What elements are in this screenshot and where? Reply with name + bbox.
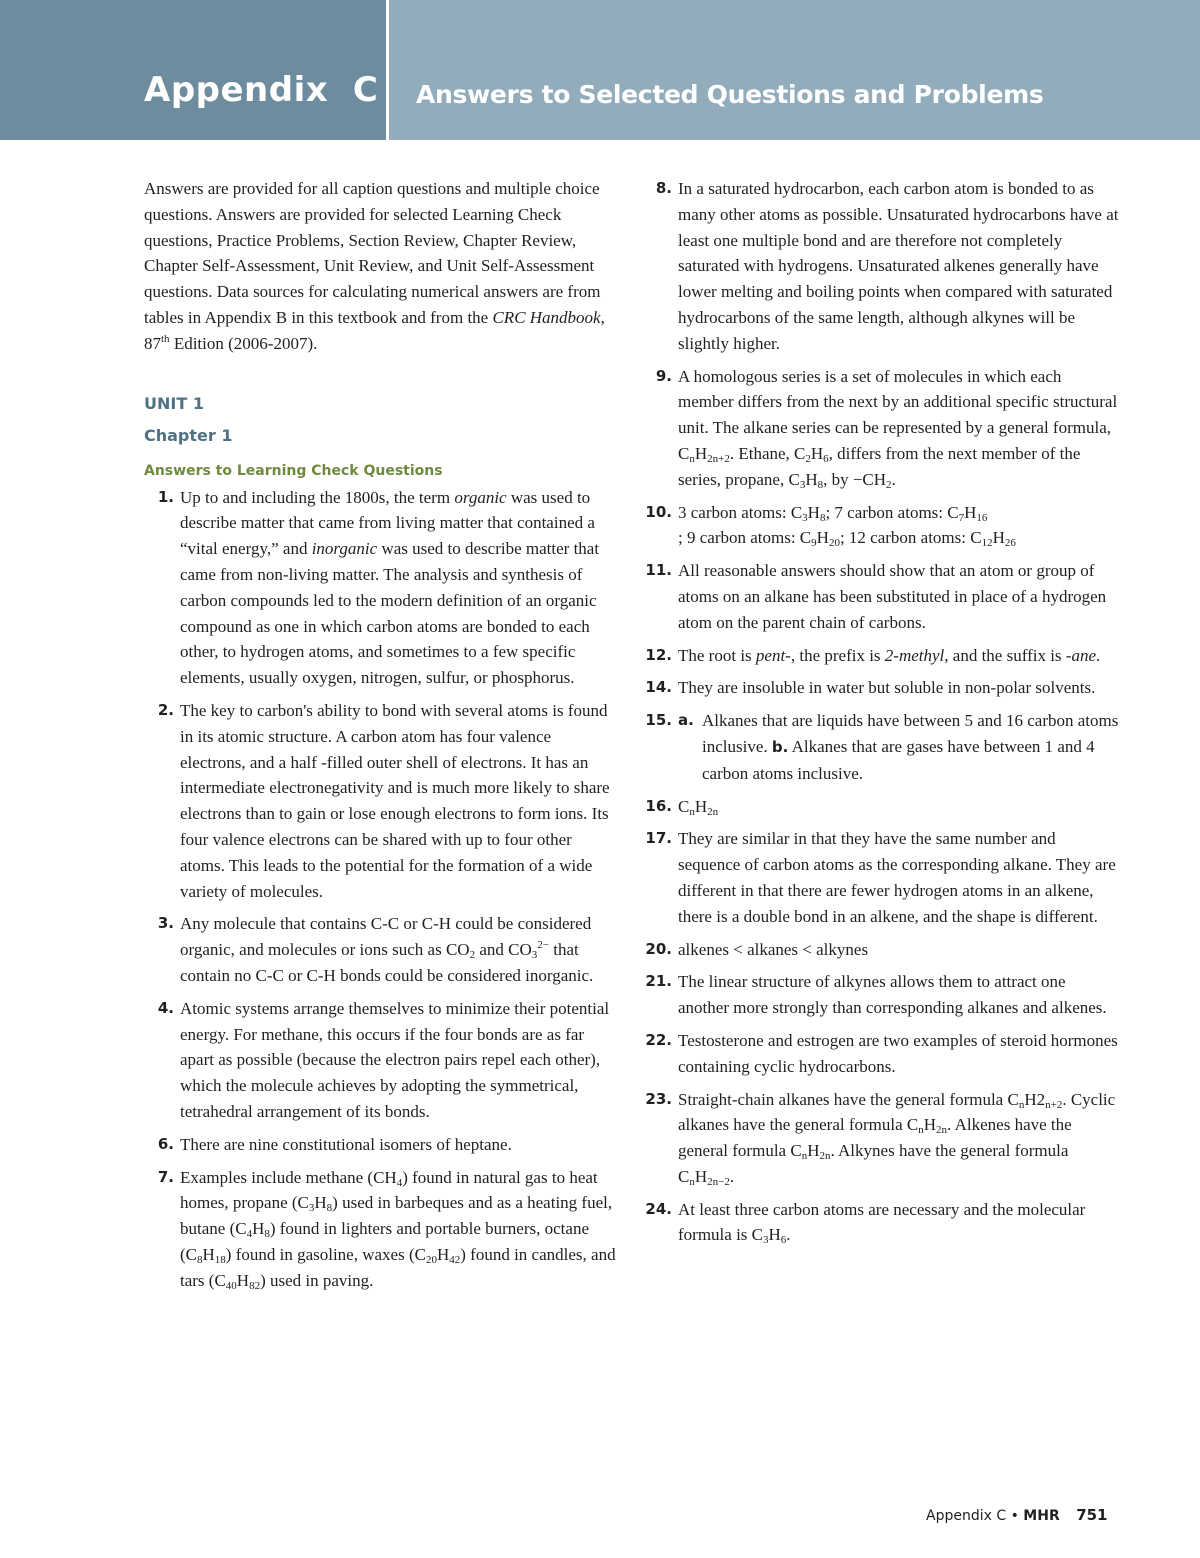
left-column: [144, 176, 618, 1300]
part-a-label: a.: [678, 711, 694, 730]
answer-15: 15. a. Alkanes that are liquids have between 5 and 16 carbon atoms inclusive. b. Alkanes that are gases have between 1 and 4 carbon atoms inclusive.: [642, 708, 1120, 786]
answer-number: 8.: [655, 179, 672, 197]
unit-heading: UNIT 1: [144, 393, 204, 413]
answer-number: 23.: [645, 1089, 672, 1108]
answer-20: 20. alkenes < alkanes < alkynes: [642, 937, 1120, 963]
answer-9: 9. A homologous series is a set of molecules in which each member differs from the next by an additional specific structural unit. The alkane series can be represented by a general formula, $C_nH_{2n+2}$. Ethane, $C_2H_6$, differs from the next member of the series, propane, $C_3H_8$, by $-CH_2$.: [642, 364, 1120, 493]
answer-number: 17.: [645, 829, 672, 848]
chapter-banner: [0, 0, 1200, 140]
answer-14: 14. They are insoluble in water but soluble in non-polar solvents.: [642, 675, 1120, 701]
answer-number: 10.: [645, 502, 672, 521]
answer-number: 20.: [645, 939, 672, 958]
section-heading: Answers to Learning Check Questions: [144, 462, 443, 479]
footer-label: Appendix C: [926, 1508, 1007, 1524]
answer-10: 10. 3 carbon atoms: $C_3H_8$; 7 carbon atoms: $C_7H_{16}$ ; 9 carbon atoms: $C_9H_{20}$; 12 carbon atoms: $C_{12}H_{26}$: [642, 500, 1120, 552]
answer-number: 2.: [157, 700, 174, 719]
footer-bullet: •: [1010, 1508, 1019, 1524]
answer-6: 6. There are nine constitutional isomers of heptane.: [144, 1132, 618, 1158]
page-number: 751: [1076, 1506, 1108, 1524]
answer-23: 23. Straight-chain alkanes have the general formula $C_nH2_{n+2}$. Cyclic alkanes have the general formula $C_nH_{2n}$. Alkenes have the general formula $C_nH_{2n}$. Alkynes have the general formula $C_nH_{2n-2}$.: [642, 1087, 1120, 1190]
answer-2: 2. The key to carbon's ability to bond with several atoms is found in its atomic structure. A carbon atom has four valence electrons, and a half -filled outer shell of electrons. It has an intermediate electronegativity and is much more likely to share electrons than to gain or lose enough electrons to form ions. Its four valence electrons can be shared with up to four other atoms. This leads to the potential for the formation of a wide variety of molecules.: [144, 698, 618, 904]
appendix-label: Appendix C: [144, 70, 379, 110]
answer-number: 6.: [157, 1134, 174, 1153]
answer-number: 24.: [645, 1199, 672, 1218]
answer-number: 22.: [645, 1030, 672, 1049]
answer-7: 7. Examples include methane $(CH_4)$ found in natural gas to heat homes, propane $(C_3H_8)$ used in barbeques and as a heating fuel, butane $(C_4H_8)$ found in lighters and portable burners, octane $(C_8H_{18})$ found in gasoline, waxes $(C_{20}H_{42})$ found in candles, and tars $(C_{40}H_{82})$ used in paving.: [144, 1165, 618, 1294]
answer-24: 24. At least three carbon atoms are necessary and the molecular formula is $C_3H_6$.: [642, 1197, 1120, 1249]
answer-number: 11.: [645, 561, 672, 580]
right-column: [642, 176, 1120, 1255]
intro-paragraph: Answers are provided for all caption questions and multiple choice questions. Answers are provided for selected Learning Check questions, Practice Problems, Section Review, Chapter Review, Chapter Self-Assessment, Unit Review, and Unit Self-Assessment questions. Data sources for calculating numerical answers are from tables in Appendix B in this textbook and from the CRC Handbook, 87th Edition (2006-2007).: [144, 179, 605, 353]
answer-11: 11. All reasonable answers should show that an atom or group of atoms on an alkane has been substituted in place of a hydrogen atom on the parent chain of carbons.: [642, 558, 1120, 635]
page-footer: [926, 1506, 1108, 1524]
answer-number: 15.: [645, 711, 672, 730]
answer-1: 1. Up to and including the 1800s, the term organic was used to describe matter that came from living matter that contained a “vital energy,” and inorganic was used to describe matter that came from non-living matter. The analysis and synthesis of carbon compounds led to the modern definition of an organic compound as one in which carbon atoms are bonded to each other, to hydrogen atoms, and sometimes to a few specific elements, usually oxygen, nitrogen, sulfur, or phosphorus.: [144, 485, 618, 691]
answer-number: 4.: [157, 998, 174, 1017]
answer-number: 14.: [645, 678, 672, 697]
answer-number: 1.: [157, 487, 174, 506]
answer-21: 21. The linear structure of alkynes allows them to attract one another more strongly than corresponding alkanes and alkenes.: [642, 969, 1120, 1021]
answer-number: 9.: [655, 366, 672, 385]
banner-right-panel: [389, 0, 1200, 140]
answer-number: 21.: [645, 972, 672, 991]
answer-22: 22. Testosterone and estrogen are two examples of steroid hormones containing cyclic hydrocarbons.: [642, 1028, 1120, 1080]
page-title: Answers to Selected Questions and Problems: [416, 80, 1044, 109]
answer-4: 4. Atomic systems arrange themselves to minimize their potential energy. For methane, this occurs if the four bonds are as far apart as possible (because the electron pairs repel each other), which the molecule achieves by adopting the symmetrical, tetrahedral arrangement of its bonds.: [144, 996, 618, 1125]
part-b-label: b.: [771, 737, 789, 756]
answer-number: 3.: [157, 914, 174, 933]
answer-number: 7.: [157, 1167, 174, 1186]
answer-8: 8. In a saturated hydrocarbon, each carbon atom is bonded to as many other atoms as possible. Unsaturated hydrocarbons have at least one multiple bond and are therefore not completely saturated with hydrogens. Unsaturated alkenes generally have lower melting and boiling points when compared with saturated hydrocarbons of the same length, although alkynes will be slightly higher.: [642, 176, 1120, 357]
footer-publisher: MHR: [1023, 1508, 1060, 1524]
answer-3: 3. Any molecule that contains C-C or C-H could be considered organic, and molecules or ions such as $CO_2$ and $CO_3^{2-}$ that contain no C-C or C-H bonds could be considered inorganic.: [144, 911, 618, 988]
answer-16: 16. $C_nH_{2n}$: [642, 794, 1120, 820]
answer-number: 12.: [645, 645, 672, 664]
answer-12: 12. The root is pent-, the prefix is 2-methyl, and the suffix is -ane.: [642, 643, 1120, 669]
chapter-heading: Chapter 1: [144, 425, 233, 445]
answer-number: 16.: [645, 796, 672, 815]
answer-17: 17. They are similar in that they have the same number and sequence of carbon atoms as the corresponding alkane. They are different in that there are fewer hydrogen atoms in an alkene, there is a double bond in an alkene, and the shape is different.: [642, 826, 1120, 929]
